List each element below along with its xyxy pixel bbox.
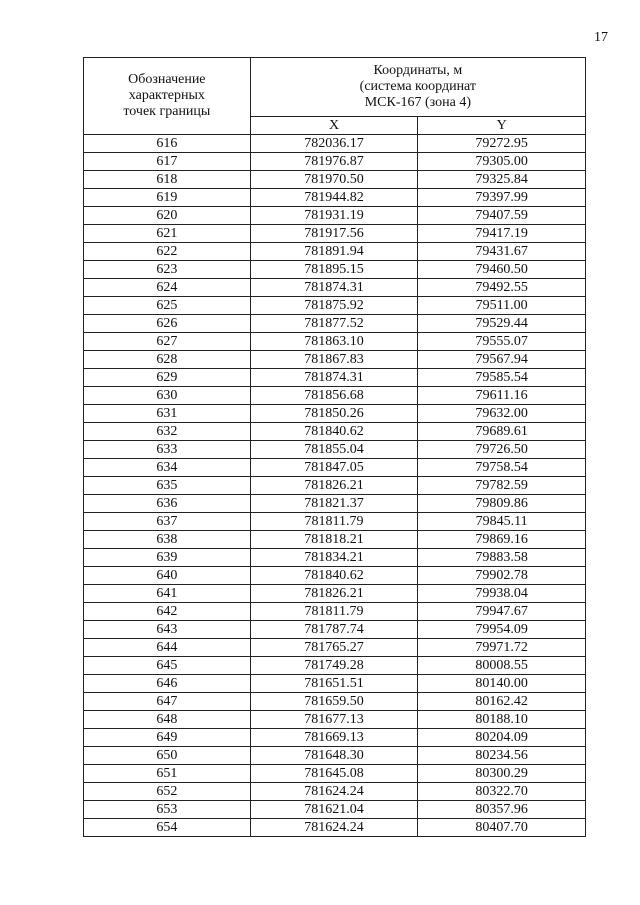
point-cell: 629 <box>84 369 251 387</box>
y-coordinate-cell: 79511.00 <box>418 297 586 315</box>
table-row <box>84 405 586 423</box>
table-row <box>84 747 586 765</box>
x-coordinate-cell: 781877.52 <box>250 315 418 333</box>
point-cell: 620 <box>84 207 251 225</box>
x-coordinate-cell: 781648.30 <box>250 747 418 765</box>
point-cell: 618 <box>84 171 251 189</box>
x-coordinate-cell: 781931.19 <box>250 207 418 225</box>
table-row <box>84 675 586 693</box>
y-column-header: Y <box>418 117 586 135</box>
x-coordinate-cell: 781821.37 <box>250 495 418 513</box>
y-coordinate-cell: 80357.96 <box>418 801 586 819</box>
y-coordinate-cell: 79555.07 <box>418 333 586 351</box>
y-coordinate-cell: 79869.16 <box>418 531 586 549</box>
x-coordinate-cell: 781895.15 <box>250 261 418 279</box>
table-row <box>84 531 586 549</box>
point-cell: 619 <box>84 189 251 207</box>
table-row <box>84 279 586 297</box>
y-coordinate-cell: 79726.50 <box>418 441 586 459</box>
x-coordinate-cell: 781855.04 <box>250 441 418 459</box>
x-coordinate-cell: 781659.50 <box>250 693 418 711</box>
table-row <box>84 315 586 333</box>
x-coordinate-cell: 781917.56 <box>250 225 418 243</box>
point-cell: 653 <box>84 801 251 819</box>
y-coordinate-cell: 80407.70 <box>418 819 586 837</box>
table-row <box>84 459 586 477</box>
point-cell: 634 <box>84 459 251 477</box>
y-coordinate-cell: 79460.50 <box>418 261 586 279</box>
point-cell: 640 <box>84 567 251 585</box>
x-coordinate-cell: 781891.94 <box>250 243 418 261</box>
table-row <box>84 765 586 783</box>
point-cell: 637 <box>84 513 251 531</box>
point-cell: 648 <box>84 711 251 729</box>
y-coordinate-cell: 80300.29 <box>418 765 586 783</box>
y-coordinate-cell: 79417.19 <box>418 225 586 243</box>
x-coordinate-cell: 781669.13 <box>250 729 418 747</box>
x-coordinate-cell: 781850.26 <box>250 405 418 423</box>
point-cell: 644 <box>84 639 251 657</box>
y-coordinate-cell: 79689.61 <box>418 423 586 441</box>
point-cell: 646 <box>84 675 251 693</box>
y-coordinate-cell: 79782.59 <box>418 477 586 495</box>
point-designation-header: Обозначение характерных точек границы <box>84 58 251 135</box>
x-coordinate-cell: 781818.21 <box>250 531 418 549</box>
y-coordinate-cell: 79883.58 <box>418 549 586 567</box>
x-coordinate-cell: 781621.04 <box>250 801 418 819</box>
x-coordinate-cell: 781749.28 <box>250 657 418 675</box>
table-row <box>84 711 586 729</box>
point-cell: 627 <box>84 333 251 351</box>
point-cell: 638 <box>84 531 251 549</box>
point-cell: 625 <box>84 297 251 315</box>
x-column-header: X <box>250 117 418 135</box>
y-coordinate-cell: 79971.72 <box>418 639 586 657</box>
point-cell: 617 <box>84 153 251 171</box>
point-cell: 645 <box>84 657 251 675</box>
table-row <box>84 243 586 261</box>
y-coordinate-cell: 79397.99 <box>418 189 586 207</box>
y-coordinate-cell: 79632.00 <box>418 405 586 423</box>
x-coordinate-cell: 781645.08 <box>250 765 418 783</box>
y-coordinate-cell: 79585.54 <box>418 369 586 387</box>
point-cell: 622 <box>84 243 251 261</box>
point-cell: 649 <box>84 729 251 747</box>
point-cell: 630 <box>84 387 251 405</box>
table-row <box>84 423 586 441</box>
table-row <box>84 513 586 531</box>
table-row <box>84 333 586 351</box>
coordinates-table <box>83 57 586 837</box>
x-coordinate-cell: 781811.79 <box>250 513 418 531</box>
y-coordinate-cell: 80188.10 <box>418 711 586 729</box>
y-coordinate-cell: 80322.70 <box>418 783 586 801</box>
coordinates-group-header: Координаты, м (система координат МСК-167 (зона 4) <box>250 58 585 117</box>
y-coordinate-cell: 79492.55 <box>418 279 586 297</box>
x-coordinate-cell: 781826.21 <box>250 585 418 603</box>
x-coordinate-cell: 781874.31 <box>250 279 418 297</box>
table-row <box>84 477 586 495</box>
y-coordinate-cell: 79325.84 <box>418 171 586 189</box>
point-cell: 652 <box>84 783 251 801</box>
y-coordinate-cell: 79529.44 <box>418 315 586 333</box>
x-coordinate-cell: 781863.10 <box>250 333 418 351</box>
point-cell: 641 <box>84 585 251 603</box>
point-cell: 632 <box>84 423 251 441</box>
y-coordinate-cell: 80234.56 <box>418 747 586 765</box>
table-row <box>84 387 586 405</box>
table-row <box>84 549 586 567</box>
table-row <box>84 351 586 369</box>
y-coordinate-cell: 80204.09 <box>418 729 586 747</box>
x-coordinate-cell: 781624.24 <box>250 783 418 801</box>
x-coordinate-cell: 781847.05 <box>250 459 418 477</box>
x-coordinate-cell: 781651.51 <box>250 675 418 693</box>
table-row <box>84 171 586 189</box>
y-coordinate-cell: 79407.59 <box>418 207 586 225</box>
table-row <box>84 657 586 675</box>
point-cell: 633 <box>84 441 251 459</box>
y-coordinate-cell: 79947.67 <box>418 603 586 621</box>
table-row <box>84 639 586 657</box>
x-coordinate-cell: 781826.21 <box>250 477 418 495</box>
y-coordinate-cell: 80140.00 <box>418 675 586 693</box>
point-cell: 631 <box>84 405 251 423</box>
table-row <box>84 801 586 819</box>
table-row <box>84 153 586 171</box>
point-cell: 654 <box>84 819 251 837</box>
table-row <box>84 261 586 279</box>
table-row <box>84 621 586 639</box>
point-cell: 623 <box>84 261 251 279</box>
table-row <box>84 729 586 747</box>
table-row <box>84 567 586 585</box>
x-coordinate-cell: 781867.83 <box>250 351 418 369</box>
table-row <box>84 783 586 801</box>
table-row <box>84 603 586 621</box>
y-coordinate-cell: 79938.04 <box>418 585 586 603</box>
y-coordinate-cell: 79567.94 <box>418 351 586 369</box>
y-coordinate-cell: 79758.54 <box>418 459 586 477</box>
y-coordinate-cell: 79902.78 <box>418 567 586 585</box>
point-cell: 639 <box>84 549 251 567</box>
point-cell: 650 <box>84 747 251 765</box>
y-coordinate-cell: 80162.42 <box>418 693 586 711</box>
x-coordinate-cell: 781944.82 <box>250 189 418 207</box>
point-cell: 621 <box>84 225 251 243</box>
point-cell: 636 <box>84 495 251 513</box>
point-cell: 635 <box>84 477 251 495</box>
x-coordinate-cell: 781834.21 <box>250 549 418 567</box>
x-coordinate-cell: 781787.74 <box>250 621 418 639</box>
point-cell: 643 <box>84 621 251 639</box>
table-row <box>84 369 586 387</box>
x-coordinate-cell: 781874.31 <box>250 369 418 387</box>
x-coordinate-cell: 781811.79 <box>250 603 418 621</box>
x-coordinate-cell: 781765.27 <box>250 639 418 657</box>
x-coordinate-cell: 781976.87 <box>250 153 418 171</box>
y-coordinate-cell: 79431.67 <box>418 243 586 261</box>
table-row <box>84 585 586 603</box>
table-row <box>84 207 586 225</box>
table-row <box>84 441 586 459</box>
table-row <box>84 135 586 153</box>
point-cell: 642 <box>84 603 251 621</box>
page-number: 17 <box>594 30 608 45</box>
x-coordinate-cell: 781677.13 <box>250 711 418 729</box>
table-row <box>84 189 586 207</box>
y-coordinate-cell: 79845.11 <box>418 513 586 531</box>
table-row <box>84 693 586 711</box>
y-coordinate-cell: 79305.00 <box>418 153 586 171</box>
x-coordinate-cell: 781840.62 <box>250 423 418 441</box>
table-row <box>84 819 586 837</box>
x-coordinate-cell: 782036.17 <box>250 135 418 153</box>
table-row <box>84 225 586 243</box>
y-coordinate-cell: 80008.55 <box>418 657 586 675</box>
point-cell: 626 <box>84 315 251 333</box>
x-coordinate-cell: 781970.50 <box>250 171 418 189</box>
point-cell: 624 <box>84 279 251 297</box>
x-coordinate-cell: 781856.68 <box>250 387 418 405</box>
point-cell: 628 <box>84 351 251 369</box>
x-coordinate-cell: 781840.62 <box>250 567 418 585</box>
y-coordinate-cell: 79809.86 <box>418 495 586 513</box>
point-cell: 651 <box>84 765 251 783</box>
point-cell: 616 <box>84 135 251 153</box>
x-coordinate-cell: 781875.92 <box>250 297 418 315</box>
point-cell: 647 <box>84 693 251 711</box>
table-row <box>84 495 586 513</box>
table-row <box>84 297 586 315</box>
y-coordinate-cell: 79611.16 <box>418 387 586 405</box>
y-coordinate-cell: 79954.09 <box>418 621 586 639</box>
y-coordinate-cell: 79272.95 <box>418 135 586 153</box>
x-coordinate-cell: 781624.24 <box>250 819 418 837</box>
